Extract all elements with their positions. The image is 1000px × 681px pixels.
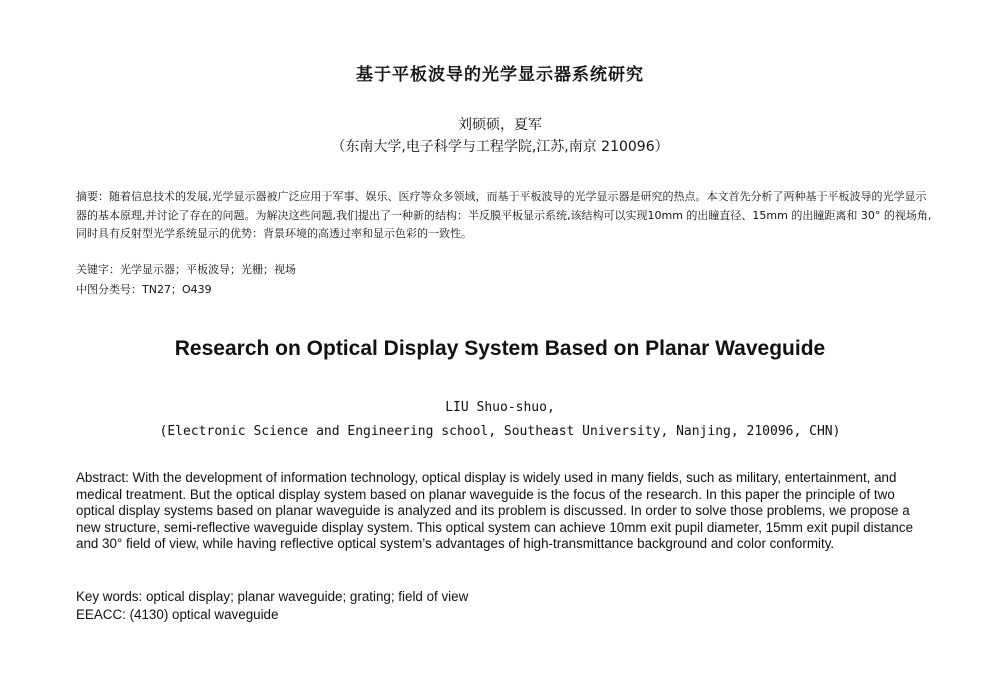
english-abstract: Abstract: With the development of information technology, optical display is widely used in many fields, such as military, entertainment, and medical treatment. But the optical display system based on planar waveguide is the focus of the research. In this paper the principle of two optical display systems based on planar waveguide is analyzed and its problem is discussed. In order to solve those problems, we propose a new structure, semi-reflective waveguide display system. This optical system can achieve 10mm exit pupil diameter, 15mm exit pupil distance and 30° field of view, while having reflective optical system’s advantages of high-transmittance background and color conformity. [76,470,914,551]
chinese-authors: 刘硕硕，夏军 [458,117,542,133]
english-keywords: Key words: optical display; planar waveguide; grating; field of view [76,589,469,604]
chinese-classification-number: 中图分类号：TN27；O439 [76,283,212,296]
english-title: Research on Optical Display System Based on Planar Waveguide [174,337,826,360]
english-authors: LIU Shuo-shuo, [445,400,555,415]
english-eeacc: EEACC: (4130) optical waveguide [76,607,279,622]
chinese-keywords: 关键字：光学显示器；平板波导；光栅；视场 [76,263,296,276]
chinese-title: 基于平板波导的光学显示器系统研究 [356,65,644,85]
chinese-abstract: 摘要：随着信息技术的发展,光学显示器被广泛应用于军事、娱乐、医疗等众多领域，而基于平板波导的光学显示器是研究的热点。本文首先分析了两种基于平板波导的光学显示器的基本原理,并讨论了存在的问题。为解决这些问题,我们提出了一种新的结构：半反膜平板显示系统,该结构可以实现10mm 的出瞳直径、15mm 的出瞳距离和 30° 的视场角,同时具有反射型光学系统显示的优势：背景环境的高透过率和显示色彩的一致性。 [76,190,932,240]
english-affiliation: (Electronic Science and Engineering school, Southeast University, Nanjing, 210096, CHN) [159,424,841,439]
chinese-affiliation: （东南大学,电子科学与工程学院,江苏,南京 210096） [331,139,669,155]
